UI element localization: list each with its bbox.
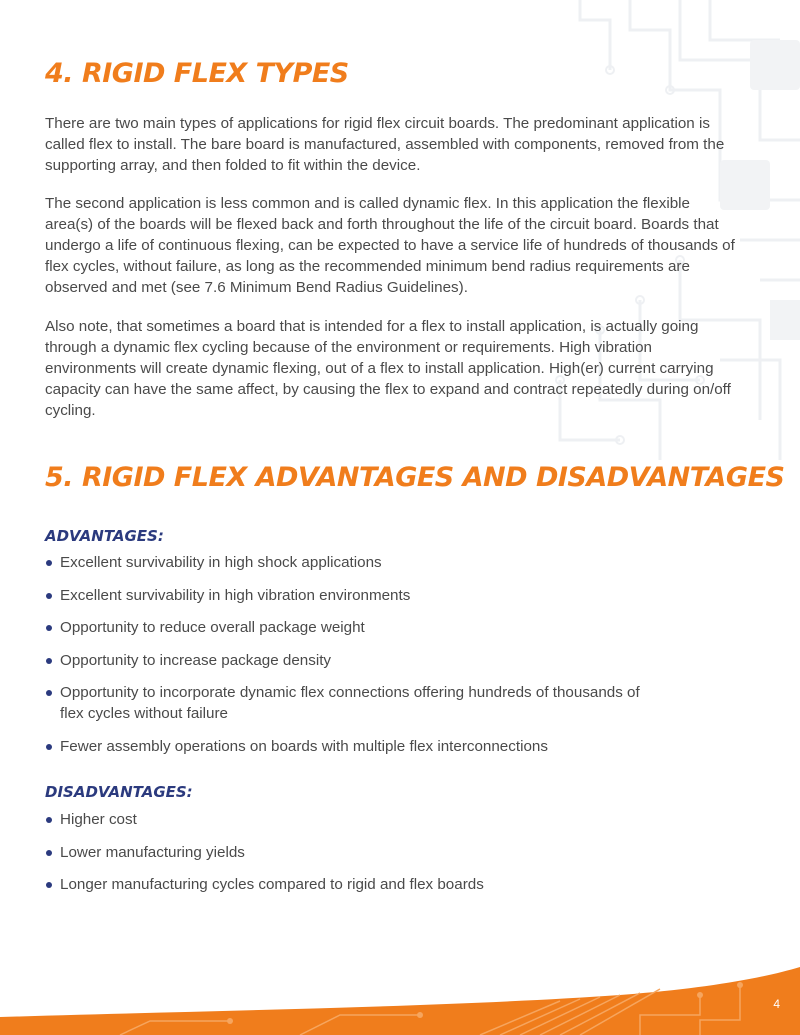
advantage-text: Excellent survivability in high vibration environments xyxy=(60,586,411,604)
advantage-text: Opportunity to increase package density xyxy=(60,651,332,669)
bullet-icon xyxy=(46,882,52,888)
section-5-title: 5. RIGID FLEX ADVANTAGES AND DISADVANTAGES xyxy=(45,462,785,493)
advantage-item xyxy=(45,736,660,757)
section-4-paragraph-3: Also note, that sometimes a board that is intended for a flex to install application, is actually going through a dynamic flex cycling because of the environment or requirements. High vibration environments will create dynamic flexing, out of a flex to install application. High(er) current carrying capacity can have the same affect, by causing the flex to expand and contract repeatedly during on/off cycling. xyxy=(45,318,731,419)
bullet-icon xyxy=(46,690,52,696)
disadvantage-text: Lower manufacturing yields xyxy=(60,843,245,861)
disadvantage-item xyxy=(45,809,484,830)
section-4-paragraph-1: There are two main types of applications for rigid flex circuit boards. The predominant application is called flex to install. The bare board is manufactured, assembled with components, removed from the supporting array, and then folded to fit within the device. xyxy=(45,115,725,174)
advantage-item xyxy=(45,552,660,573)
disadvantage-item xyxy=(45,874,484,895)
disadvantages-heading: DISADVANTAGES: xyxy=(45,783,193,801)
disadvantage-item xyxy=(45,842,484,863)
bullet-icon xyxy=(46,560,52,566)
bullet-icon xyxy=(46,593,52,599)
section-4-paragraph-2: The second application is less common and is called dynamic flex. In this application the flexible area(s) of the boards will be flexed back and forth throughout the life of the circuit board. Boards that undergo a life of continuous flexing, can be expected to have a service life of hundreds of thousands of flex cycles, without failure, as long as the recommended minimum bend radius requirements are observed and met (see 7.6 Minimum Bend Radius Guidelines). xyxy=(45,195,735,296)
advantage-text: Opportunity to reduce overall package weight xyxy=(60,619,365,636)
disadvantage-text: Higher cost xyxy=(60,811,137,828)
bullet-icon xyxy=(46,850,52,856)
bullet-icon xyxy=(46,625,52,631)
advantage-item xyxy=(45,617,660,638)
advantages-heading: ADVANTAGES: xyxy=(45,527,164,545)
footer-circuit-band xyxy=(0,965,800,1035)
advantages-list xyxy=(45,552,660,768)
bullet-icon xyxy=(46,658,52,664)
advantage-item xyxy=(45,585,660,606)
page-number: 4 xyxy=(773,997,780,1011)
advantage-text: Opportunity to incorporate dynamic flex connections offering hundreds of thousands of flex cycles without failure xyxy=(60,684,640,722)
advantage-text: Fewer assembly operations on boards with multiple flex interconnections xyxy=(60,737,548,755)
disadvantages-list xyxy=(45,809,484,907)
disadvantage-text: Longer manufacturing cycles compared to rigid and flex boards xyxy=(60,876,484,893)
advantage-item xyxy=(45,650,660,671)
bullet-icon xyxy=(46,817,52,823)
bullet-icon xyxy=(46,744,52,750)
section-4-title: 4. RIGID FLEX TYPES xyxy=(45,58,349,89)
advantage-text: Excellent survivability in high shock applications xyxy=(60,554,382,571)
advantage-item xyxy=(45,682,660,724)
